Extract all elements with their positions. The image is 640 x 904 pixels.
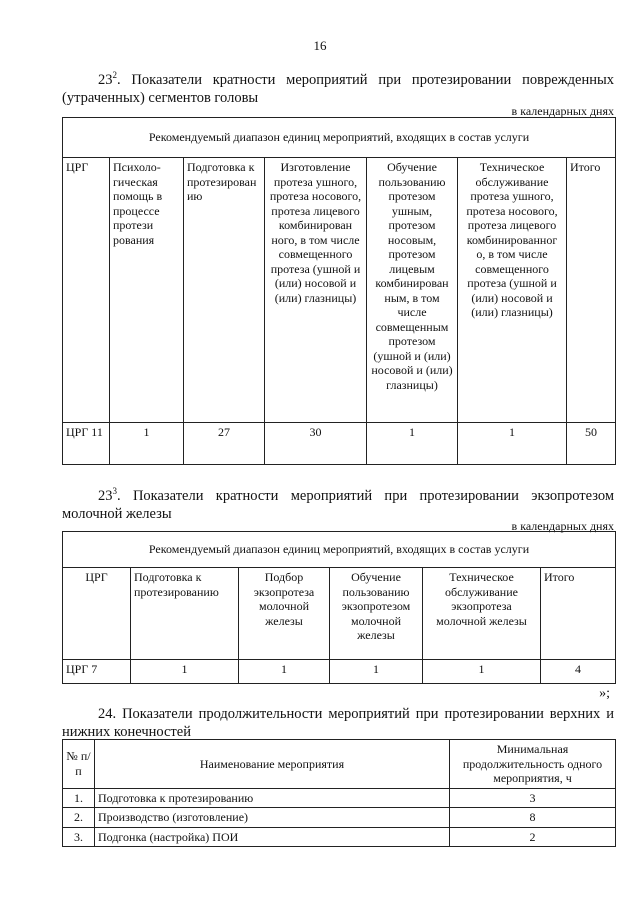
- section-number: 23: [98, 71, 113, 88]
- units-label: в календарных днях: [511, 104, 614, 118]
- table-cell: Производство (изготовление): [95, 808, 450, 828]
- units-label: в календарных днях: [511, 519, 614, 533]
- table-row: [63, 423, 616, 465]
- section-title-text: . Показатели кратности мероприятий при протезировании поврежденных (утраченных) сегментов головы: [62, 71, 614, 106]
- table-cell: 2.: [63, 808, 95, 828]
- section-heading-23-2: [62, 66, 614, 107]
- table-cell: 1: [458, 423, 567, 465]
- section-superscript: 2: [112, 70, 117, 80]
- table-cell: 1.: [63, 788, 95, 808]
- section-title-text: . Показатели кратности мероприятий при протезировании экзопротезом молочной железы: [62, 487, 614, 522]
- column-header: Подготовка к протезированию: [131, 568, 239, 660]
- column-header: Техническое обслуживание протеза ушного, протеза носового, протеза лицевого комбинированног о, в том числе совмещенного протеза (ушной и (или) носовой и (или) глазницы): [458, 158, 567, 423]
- column-header: Психоло-гическая помощь в процессе протези рования: [110, 158, 184, 423]
- table-cell: 1: [131, 660, 239, 684]
- section-heading-23-3: [62, 482, 614, 523]
- table-cell: 3: [450, 788, 616, 808]
- table-cell: 27: [184, 423, 265, 465]
- table-cell: Подготовка к протезированию: [95, 788, 450, 808]
- page-number: 16: [313, 38, 327, 53]
- column-header: Минимальная продолжительность одного мероприятия, ч: [450, 740, 616, 789]
- column-header: № п/п: [63, 740, 95, 789]
- column-header: Подготовка к протезирован ию: [184, 158, 265, 423]
- table-row: [63, 827, 616, 847]
- breast-prosthesis-table: [62, 531, 616, 684]
- table-cell: 1: [423, 660, 541, 684]
- table-cell: 1: [367, 423, 458, 465]
- column-header: Обучение пользованию протезом ушным, протезом носовым, протезом лицевым комбинирован ным, в том числе совмещенным протезом (ушной и (или) носовой и (или) глазницы): [367, 158, 458, 423]
- column-header: Наименование мероприятия: [95, 740, 450, 789]
- table-cell: 4: [541, 660, 616, 684]
- column-header: Подбор экзопротеза молочной железы: [239, 568, 330, 660]
- closing-quote: »;: [599, 686, 610, 701]
- table-cell: ЦРГ 11: [63, 423, 110, 465]
- section-superscript: 3: [112, 486, 117, 496]
- table-cell: Подгонка (настройка) ПОИ: [95, 827, 450, 847]
- column-header: Итого: [541, 568, 616, 660]
- column-header: ЦРГ: [63, 568, 131, 660]
- table-cell: 50: [567, 423, 616, 465]
- table-row: [63, 808, 616, 828]
- column-header: Обучение пользованию экзопротезом молочной железы: [330, 568, 423, 660]
- column-header: ЦРГ: [63, 158, 110, 423]
- table-cell: 30: [265, 423, 367, 465]
- table-cell: 3.: [63, 827, 95, 847]
- column-header: Изготовление протеза ушного, протеза носового, протеза лицевого комбинирован ного, в том числе совмещенного протеза (ушной и (или) носовой и (или) глазницы): [265, 158, 367, 423]
- range-header: Рекомендуемый диапазон единиц мероприятий, входящих в состав услуги: [63, 532, 616, 568]
- table-cell: 1: [110, 423, 184, 465]
- table-cell: 1: [330, 660, 423, 684]
- table-cell: ЦРГ 7: [63, 660, 131, 684]
- section-heading-24: 24. Показатели продолжительности мероприятий при протезировании верхних и нижних конечностей: [62, 706, 614, 740]
- duration-table: [62, 739, 616, 847]
- table-cell: 8: [450, 808, 616, 828]
- table-row: [63, 660, 616, 684]
- table-row: [63, 788, 616, 808]
- column-header: Техническое обслуживание экзопротеза молочной железы: [423, 568, 541, 660]
- range-header: Рекомендуемый диапазон единиц мероприятий, входящих в состав услуги: [63, 118, 616, 158]
- table-cell: 1: [239, 660, 330, 684]
- table-cell: 2: [450, 827, 616, 847]
- multiplicity-table-head: [62, 117, 616, 465]
- column-header: Итого: [567, 158, 616, 423]
- section-number: 23: [98, 487, 113, 504]
